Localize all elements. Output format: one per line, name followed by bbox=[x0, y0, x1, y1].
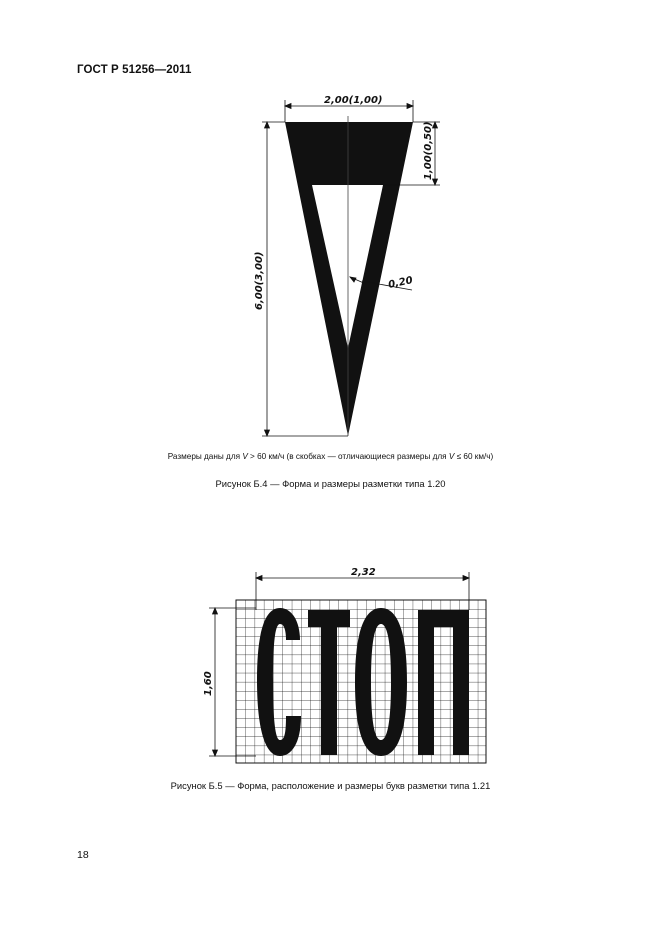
dim-label-b5-height: 1,60 bbox=[203, 671, 214, 696]
dim-label-band-height: 1,00(0,50) bbox=[423, 121, 434, 180]
document-header: ГОСТ Р 51256—2011 bbox=[77, 64, 192, 76]
dim-label-stroke-width: 0,20 bbox=[387, 275, 414, 291]
dim-label-b5-width: 2,32 bbox=[351, 567, 376, 578]
dim-label-total-height: 6,00(3,00) bbox=[254, 251, 265, 310]
dim-label-top-width: 2,00(1,00) bbox=[324, 95, 383, 106]
figure-b4-caption: Рисунок Б.4 — Форма и размеры разметки типа 1.20 bbox=[215, 478, 446, 489]
page-number: 18 bbox=[77, 849, 89, 861]
figure-b5-caption: Рисунок Б.5 — Форма, расположение и размеры букв разметки типа 1.21 bbox=[170, 780, 491, 791]
figure-b4-note: Размеры даны для V > 60 км/ч (в скобках — отличающиеся размеры для V ≤ 60 км/ч) bbox=[167, 452, 494, 461]
